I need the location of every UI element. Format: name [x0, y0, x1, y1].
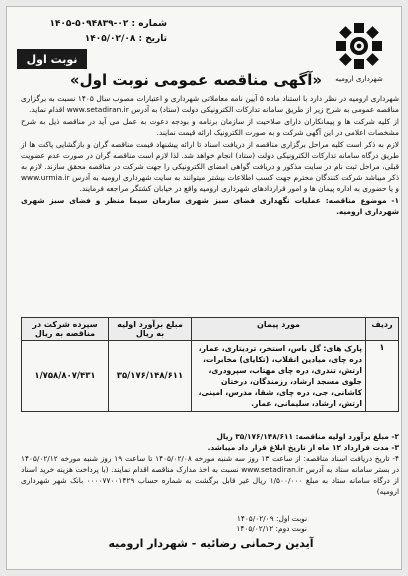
round-badge: نوبت اول: [17, 49, 87, 69]
urmia-emblem-icon: [332, 19, 386, 73]
col-row-no: ردیف: [366, 318, 399, 341]
date-second: نوبت دوم: ۱۴۰۵/۰۲/۱۲: [236, 524, 307, 533]
ad-title: «آگهی مناقصه عمومی نوبت اول»: [69, 71, 323, 89]
reference-date: تاریخ : ۱۴۰۵/۰۲/۰۸: [84, 34, 167, 44]
paragraph-intro: شهرداری ارومیه در نظر دارد با استناد ماده ۵ آیین نامه معاملاتی شهرداری و اعتبارات مصوب سال ۱۴۰۵ نسبت به برگزاری مناقصه عمومی به شرح زیر از طریق سامانه تدارکات الکترونیکی دولت (ستاد) به آدرس www.setadiran.ir اقدام نماید.: [21, 94, 399, 114]
condition-duration: ۳- مدت قرارداد ۱۲ ماه از تاریخ ابلاغ قرار داد میباشد.: [207, 443, 399, 452]
newspaper-ad: [6, 6, 402, 570]
col-estimate: مبلغ برآورد اولیه به ریال: [109, 318, 192, 341]
col-deposit: سپرده شرکت در مناقصه به ریال: [22, 318, 109, 341]
condition-estimate: ۲- مبلغ برآورد اولیه مناقصه: ۳۵/۱۷۶/۱۴۸/۶۱۱ ریال: [216, 432, 399, 441]
condition-documents: ۴- تاریخ دریافت اسناد مناقصه: از ساعت ۱۳ روز سه شنبه مورخه ۱۴۰۵/۰۲/۰۸ تا ساعت ۱۹ روز شنبه مورخه ۱۴۰۵/۰۲/۱۲ در بستر سامانه ستاد به آدرس www.setadiran.ir نسبت به اخذ مدارک مناقصه اقدام نمایند. (با پرداخت هزینه خرید اسناد از درگاه سامانه ستاد به مبلغ ۱/۵۰۰/۰۰۰ ریال غیر قابل برگشت به شماره حساب ۰۰۰۰۷۷۰۰۱۴۲۹ بانک شهر شهرداری ارومیه): [21, 454, 399, 496]
table-header-row: [22, 318, 399, 341]
ad-body: [21, 93, 399, 218]
logo-caption: شهرداری ارومیه: [335, 75, 383, 83]
cell-row-no: ۱: [366, 341, 399, 412]
paragraph-invite: از کلیه شرکت ها و پیمانکاران دارای صلاحیت از سازمان برنامه و بودجه دعوت به عمل می آید در مناقصه ذیل به شرح مشخصات اعلامی در این آگهی شرکت و به صورت الکترونیک ارائه قیمت نمایند.: [21, 117, 399, 137]
col-item: مورد پیمان: [192, 318, 366, 341]
cell-deposit: ۱/۷۵۸/۸۰۷/۴۳۱: [22, 341, 109, 412]
cell-estimate: ۳۵/۱۷۶/۱۴۸/۶۱۱: [109, 341, 192, 412]
date-first: نوبت اول: ۱۴۰۵/۰۲/۰۹: [236, 514, 307, 523]
paragraph-subject: ۱- موضوع مناقصه: عملیات نگهداری فضای سبز شهری سازمان سیما منظر و فضای سبز شهری شهرداری ارومیه.: [21, 196, 399, 216]
table-row: [22, 341, 399, 412]
municipality-logo: [329, 19, 389, 85]
reference-block: [17, 17, 167, 47]
paragraph-procedure: لازم به ذکر است کلیه مراحل برگزاری مناقصه از دریافت اسناد تا ارائه پیشنهاد قیمت مناقصه گران و بازگشایی پاکت ها از طریق درگاه سامانه تدارکات الکترونیکی دولت (ستاد) انجام خواهد شد. لذا لازم است مناقصه گران در صورت عدم عضویت قبلی، مراحل ثبت نام در سایت مذکور و دریافت گواهی امضای الکترونیکی را جهت شرکت در مناقصه محقق سازند. لازم به ذکر میباشد شرکت کنندگان محترم جهت کسب اطلاعات بیشتر میتوانند به سایت شهرداری ارومیه به آدرس www.urmia.ir و یا حضوری به اداره پیمان ها و امور قراردادهای شهرداری ارومیه واقع در خیابان کشتگر مراجعه فرمایند.: [21, 140, 399, 193]
tender-table: [21, 317, 399, 412]
publication-dates: [167, 514, 307, 534]
cell-item: پارک های: گل باس، استخر، تردیتاری، عمار، دره چای، میادین انقلاب، (تکایای) مخابرات، ارتش، تندری، دره چای مهتاب، سپرودری، جلوی مسجد ارشاد، رزمندگان، درختان کاشانی، جی، دره چای، شقا، مدرس، امینی، ارتش، ارشاد، سلیمانی، عمار.: [192, 341, 366, 412]
reference-number: شماره : ۰۲-۵۰۹۴۸۳۹-۱۴۰۵: [49, 19, 167, 29]
signature: آیدین رحمانی رضائیه - شهردار ارومیه: [108, 537, 314, 550]
tender-conditions: [21, 431, 399, 497]
